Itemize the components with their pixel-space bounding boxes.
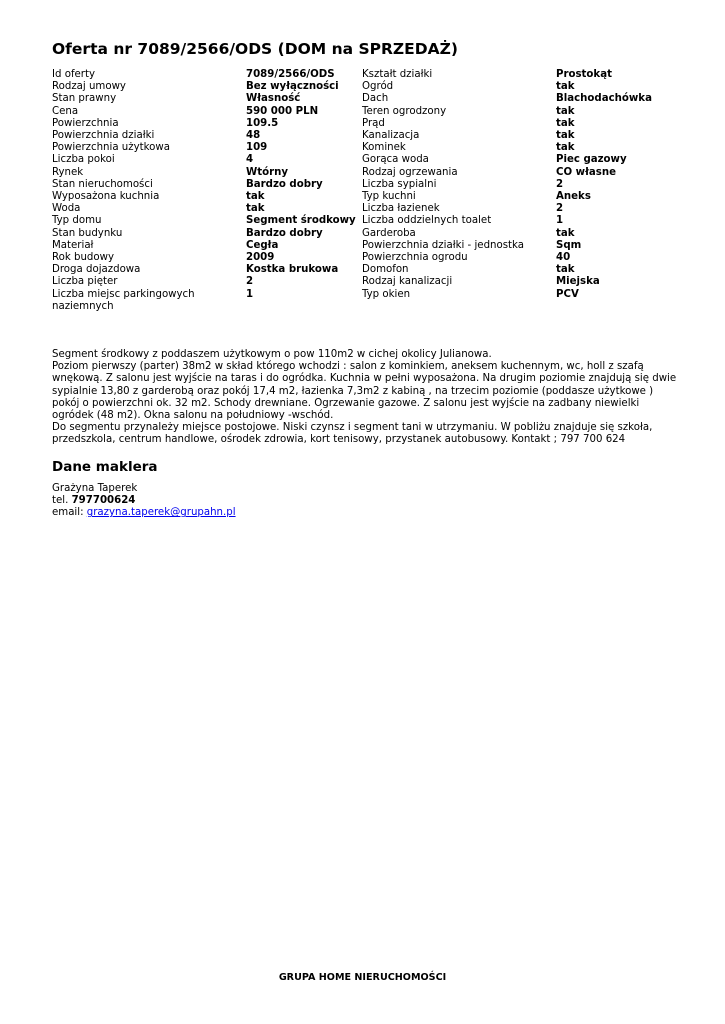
property-label: Rodzaj umowy bbox=[52, 81, 126, 93]
property-label: Dach bbox=[362, 93, 389, 105]
property-value: tak bbox=[246, 203, 265, 215]
property-label: Teren ogrodzony bbox=[362, 105, 447, 117]
agent-details bbox=[52, 483, 236, 520]
property-label: Powierzchnia bbox=[52, 117, 119, 129]
email-link[interactable]: grazyna.taperek@grupahn.pl bbox=[86, 507, 236, 519]
property-value: Piec gazowy bbox=[556, 154, 627, 166]
property-value: 4 bbox=[246, 154, 254, 166]
property-label: Materiał bbox=[52, 239, 94, 251]
property-value: Własność bbox=[246, 93, 301, 105]
property-label: Liczba oddzielnych toalet bbox=[362, 215, 492, 227]
property-value: tak bbox=[556, 264, 575, 276]
phone-number: 797700624 bbox=[71, 495, 136, 507]
page-title: Oferta nr 7089/2566/ODS (DOM na SPRZEDAŻ) bbox=[52, 40, 458, 58]
property-label: Powierzchnia działki bbox=[52, 130, 155, 142]
property-value: 48 bbox=[246, 130, 261, 142]
description-paragraph: Segment środkowy z poddaszem użytkowym o pow 110m2 w cichej okolicy Julianowa. bbox=[52, 349, 492, 360]
property-value: 590 000 PLN bbox=[246, 105, 319, 117]
property-label: Kominek bbox=[362, 142, 406, 154]
property-value: tak bbox=[556, 117, 575, 129]
agent-heading: Dane maklera bbox=[52, 459, 158, 475]
property-label: Stan nieruchomości bbox=[52, 178, 153, 190]
property-value: 2 bbox=[246, 276, 254, 288]
agent-name: Grażyna Taperek bbox=[52, 483, 138, 494]
property-label: Garderoba bbox=[362, 227, 416, 239]
property-value: tak bbox=[556, 142, 575, 154]
property-label: Liczba łazienek bbox=[362, 203, 440, 215]
property-label: Rynek bbox=[52, 166, 84, 178]
property-value: 2009 bbox=[246, 252, 275, 264]
property-value: 2 bbox=[556, 203, 564, 215]
property-value: Miejska bbox=[556, 276, 600, 288]
property-label: Powierzchnia użytkowa bbox=[52, 142, 170, 154]
property-label: Typ domu bbox=[52, 215, 102, 227]
property-value: Bardzo dobry bbox=[246, 227, 323, 239]
footer-company: GRUPA HOME NIERUCHOMOŚCI bbox=[278, 972, 447, 983]
agent-email-row bbox=[52, 507, 236, 519]
property-value: tak bbox=[556, 105, 575, 117]
property-value: Prostokąt bbox=[556, 69, 612, 80]
property-value: 7089/2566/ODS bbox=[246, 69, 335, 80]
description-paragraph: Poziom pierwszy (parter) 38m2 w skład którego wchodzi : salon z kominkiem, aneksem kuchennym, wc, holl z szafą wnękową. Z salonu jest wyjście na taras i do ogródka. Kuchnia w pełni wyposażona. Na drugim poziomie znajdują się dwie sypialnie 13,80 z garderobą oraz pokój 17,4 m2, łazienka 7,3m2 z kabiną , na trzecim poziomie (poddasze użytkowe ) pokój o powierzchni ok. 32 m2. Schody drewniane. Ogrzewanie gazowe. Z salonu jest wyjście na zadbany niewielki ogródek (48 m2). Okna salonu na południowy -wschód. bbox=[52, 361, 677, 422]
property-value: Wtórny bbox=[246, 166, 289, 178]
description-paragraph: Do segmentu przynależy miejsce postojowe. Niski czynsz i segment tani w utrzymaniu. W pobliżu znajduje się szkoła, przedszkola, centrum handlowe, ośrodek zdrowia, kort tenisowy, przystanek autobusowy. Kontakt ; 797 700 624 bbox=[52, 422, 653, 446]
property-label: Kształt działki bbox=[362, 69, 433, 80]
property-value: tak bbox=[556, 81, 575, 93]
phone-label: tel. bbox=[52, 495, 69, 507]
property-label: Rok budowy bbox=[52, 252, 114, 264]
property-label: Ogród bbox=[362, 81, 394, 93]
property-label: Gorąca woda bbox=[362, 154, 429, 166]
property-label: Rodzaj ogrzewania bbox=[362, 166, 458, 178]
property-label: Powierzchnia ogrodu bbox=[362, 252, 468, 264]
property-value: PCV bbox=[556, 288, 579, 300]
property-value: 109.5 bbox=[246, 117, 279, 129]
property-table bbox=[52, 69, 677, 313]
property-value: Aneks bbox=[556, 191, 591, 203]
property-value: tak bbox=[246, 191, 265, 203]
property-value: Sqm bbox=[556, 239, 582, 251]
property-label: Typ okien bbox=[362, 288, 411, 300]
property-value: 1 bbox=[556, 215, 564, 227]
property-value: 2 bbox=[556, 178, 564, 190]
property-value: Cegła bbox=[246, 239, 279, 251]
property-label: Wyposażona kuchnia bbox=[52, 191, 160, 203]
property-label: Rodzaj kanalizacji bbox=[362, 276, 453, 288]
property-label: Stan budynku bbox=[52, 227, 123, 239]
property-label: Domofon bbox=[362, 264, 409, 276]
property-value: CO własne bbox=[556, 166, 616, 178]
property-value: Segment środkowy bbox=[246, 215, 356, 227]
property-label: Liczba pokoi bbox=[52, 154, 115, 166]
property-value: Bez wyłączności bbox=[246, 81, 339, 93]
property-label: Woda bbox=[52, 203, 81, 215]
property-label: Powierzchnia działki - jednostka bbox=[362, 239, 524, 251]
property-value: 40 bbox=[556, 252, 571, 264]
description bbox=[52, 349, 677, 447]
property-label: Stan prawny bbox=[52, 93, 117, 105]
property-value: 109 bbox=[246, 142, 268, 154]
property-label: Droga dojazdowa bbox=[52, 264, 141, 276]
property-label: Typ kuchni bbox=[362, 191, 416, 203]
property-value: tak bbox=[556, 227, 575, 239]
property-value: tak bbox=[556, 130, 575, 142]
property-value: Bardzo dobry bbox=[246, 178, 323, 190]
property-label: Liczba pięter bbox=[52, 276, 118, 288]
property-label: Id oferty bbox=[52, 69, 96, 80]
property-value: 1 bbox=[246, 288, 254, 300]
property-label: Liczba sypialni bbox=[362, 178, 437, 190]
property-value: Blachodachówka bbox=[556, 93, 652, 105]
property-label: Kanalizacja bbox=[362, 130, 420, 142]
property-label: Liczba miejsc parkingowych naziemnych bbox=[52, 288, 195, 312]
email-label: email: bbox=[52, 507, 84, 519]
property-label: Cena bbox=[52, 105, 79, 117]
property-label: Prąd bbox=[362, 117, 385, 129]
agent-phone-row bbox=[52, 495, 236, 507]
property-value: Kostka brukowa bbox=[246, 264, 339, 276]
